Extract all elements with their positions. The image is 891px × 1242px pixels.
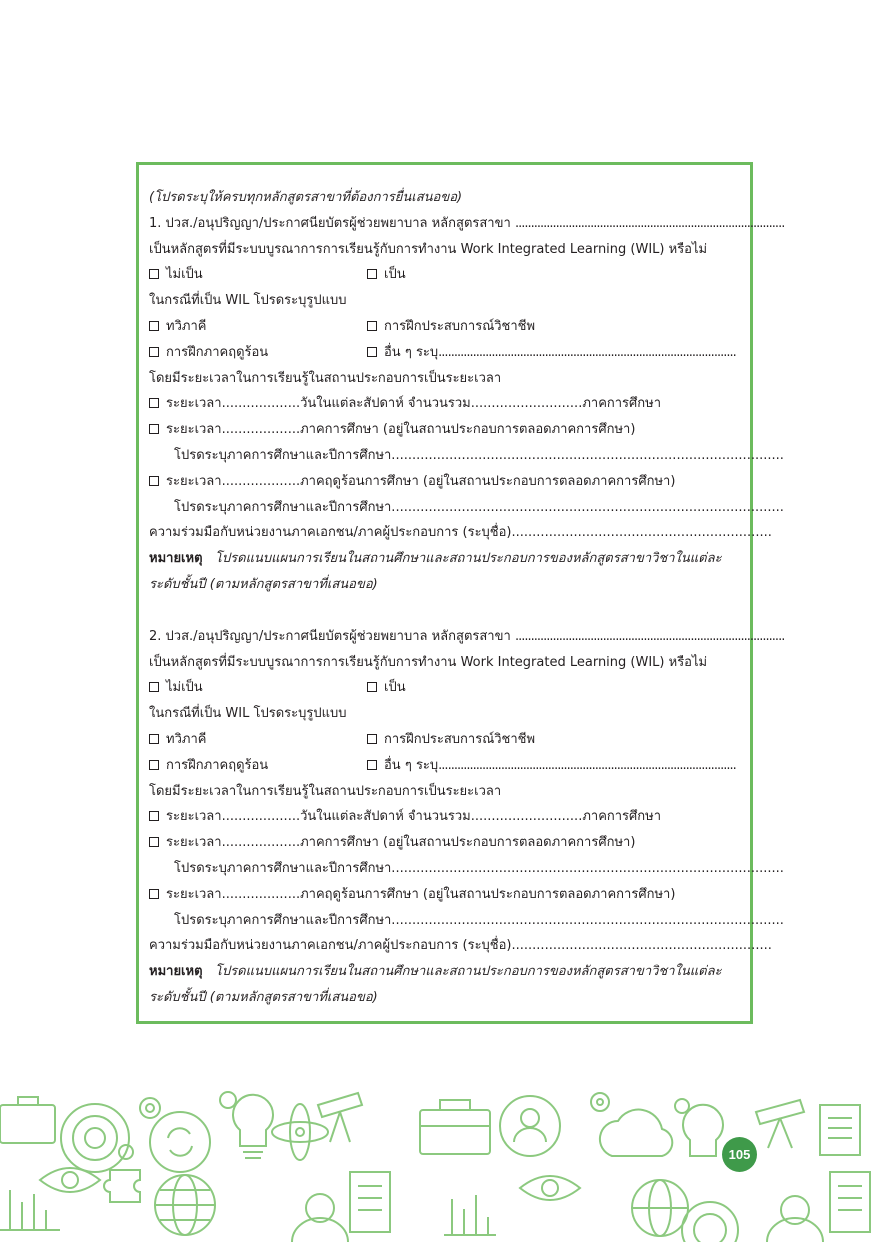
other-specify-field[interactable]: ............................................................................................... (438, 757, 736, 773)
course-name-field[interactable]: ...................................................................................... (514, 628, 785, 644)
briefcase-icon (420, 1100, 490, 1154)
checkbox[interactable] (367, 734, 377, 744)
option-internship[interactable]: การฝึกประสบการณ์วิชาชีพ (367, 727, 535, 753)
checkbox[interactable] (149, 269, 159, 279)
checkbox[interactable] (149, 476, 159, 486)
remark-text-cont: ระดับชั้นปี (ตามหลักสูตรสาขาที่เสนอขอ) (149, 576, 378, 592)
page-number-badge: 105 (722, 1137, 757, 1172)
wil-question: เป็นหลักสูตรที่มีระบบบูรณาการการเรียนรู้กับการทำงาน Work Integrated Learning (WIL) หรือไม่ (149, 654, 708, 670)
intro-note: (โปรดระบุให้ครบทุกหลักสูตรสาขาที่ต้องการยื่นเสนอขอ) (149, 190, 463, 205)
bar-chart-icon (444, 1195, 496, 1235)
checkbox[interactable] (367, 347, 377, 357)
remark-text: โปรดแนบแผนการเรียนในสถานศึกษาและสถานประกอบการของหลักสูตรสาขาวิชาในแต่ละ (214, 964, 722, 980)
wil-question: เป็นหลักสูตรที่มีระบบบูรณาการการเรียนรู้กับการทำงาน Work Integrated Learning (WIL) หรือไม่ (149, 241, 708, 257)
cloud-icon (600, 1110, 672, 1156)
document-icon (830, 1172, 870, 1232)
course-section-1 (149, 211, 785, 598)
checkbox[interactable] (367, 682, 377, 692)
option-dual-vocational[interactable]: ทวิภาคี (149, 732, 206, 747)
remark-label: หมายเหตุ (149, 964, 203, 980)
other-specify-field[interactable]: ............................................................................................... (438, 344, 736, 360)
duration-option-3[interactable]: ระยะเวลา...................ภาคฤดูร้อนการศึกษา (อยู่ในสถานประกอบการตลอดภาคการศึกษา) (149, 469, 740, 495)
lightbulb-icon (233, 1095, 273, 1158)
section-heading: 2. ปวส./อนุปริญญา/ประกาศนียบัตรผู้ช่วยพยาบาล หลักสูตรสาขา ...................................................................................... (149, 628, 785, 644)
checkbox[interactable] (149, 734, 159, 744)
format-options-row-1 (149, 314, 740, 340)
checkbox[interactable] (149, 398, 159, 408)
document-icon (350, 1172, 390, 1232)
option-summer-training[interactable]: การฝึกภาคฤดูร้อน (149, 345, 268, 360)
format-options-row-1 (149, 727, 740, 753)
globe-icon (155, 1175, 215, 1235)
document-icon (820, 1105, 860, 1155)
lightbulb-icon (683, 1105, 723, 1156)
checkbox[interactable] (367, 760, 377, 770)
checkbox[interactable] (149, 889, 159, 899)
cooperation-field[interactable]: ความร่วมมือกับหน่วยงานภาคเอกชน/ภาคผู้ประกอบการ (ระบุชื่อ)............................................................... (149, 938, 772, 954)
option-other[interactable]: อื่น ๆ ระบุ............................................................................................... (367, 753, 736, 779)
remark-text-cont: ระดับชั้นปี (ตามหลักสูตรสาขาที่เสนอขอ) (149, 989, 378, 1005)
option-other[interactable]: อื่น ๆ ระบุ............................................................................................... (367, 340, 736, 366)
person-icon (500, 1096, 560, 1156)
decorative-icon-pattern (0, 1060, 891, 1242)
duration-2-detail[interactable]: โปรดระบุภาคการศึกษาและปีการศึกษา............................................................................................... (174, 447, 784, 463)
option-internship[interactable]: การฝึกประสบการณ์วิชาชีพ (367, 314, 535, 340)
course-name-field[interactable]: ...................................................................................... (514, 215, 785, 231)
checkbox[interactable] (149, 321, 159, 331)
option-summer-training[interactable]: การฝึกภาคฤดูร้อน (149, 758, 268, 773)
format-options-row-2 (149, 340, 740, 366)
checkbox[interactable] (149, 682, 159, 692)
format-prompt: ในกรณีที่เป็น WIL โปรดระบุรูปแบบ (149, 706, 347, 722)
remark (149, 959, 740, 985)
duration-3-detail[interactable]: โปรดระบุภาคการศึกษาและปีการศึกษา............................................................................................... (174, 499, 784, 515)
telescope-icon (756, 1100, 804, 1148)
duration-option-1[interactable]: ระยะเวลา...................วันในแต่ละสัปดาห์ จำนวนรวม...........................ภาคการศึกษา (149, 804, 740, 830)
option-is-wil[interactable]: เป็น (367, 262, 406, 288)
puzzle-icon (104, 1170, 140, 1202)
duration-option-2[interactable]: ระยะเวลา...................ภาคการศึกษา (อยู่ในสถานประกอบการตลอดภาคการศึกษา) (149, 830, 740, 856)
remark-text: โปรดแนบแผนการเรียนในสถานศึกษาและสถานประกอบการของหลักสูตรสาขาวิชาในแต่ละ (214, 551, 722, 567)
duration-option-2[interactable]: ระยะเวลา...................ภาคการศึกษา (อยู่ในสถานประกอบการตลอดภาคการศึกษา) (149, 417, 740, 443)
bar-chart-icon (0, 1190, 60, 1230)
application-form-box (136, 162, 785, 1024)
duration-option-1[interactable]: ระยะเวลา...................วันในแต่ละสัปดาห์ จำนวนรวม...........................ภาคการศึกษา (149, 391, 740, 417)
refresh-icon (150, 1112, 210, 1172)
wil-options-row (149, 675, 740, 701)
remark-label: หมายเหตุ (149, 551, 203, 567)
duration-prompt: โดยมีระยะเวลาในการเรียนรู้ในสถานประกอบการเป็นระยะเวลา (149, 370, 502, 386)
checkbox[interactable] (367, 321, 377, 331)
option-not-wil[interactable]: ไม่เป็น (149, 267, 203, 282)
checkbox[interactable] (149, 760, 159, 770)
format-prompt: ในกรณีที่เป็น WIL โปรดระบุรูปแบบ (149, 293, 347, 309)
checkbox[interactable] (149, 837, 159, 847)
checkbox[interactable] (149, 811, 159, 821)
checkbox[interactable] (149, 424, 159, 434)
option-is-wil[interactable]: เป็น (367, 675, 406, 701)
duration-2-detail[interactable]: โปรดระบุภาคการศึกษาและปีการศึกษา............................................................................................... (174, 860, 784, 876)
course-section-2 (149, 624, 785, 1011)
option-dual-vocational[interactable]: ทวิภาคี (149, 319, 206, 334)
remark (149, 546, 740, 572)
globe-icon (632, 1180, 688, 1236)
person-icon (767, 1196, 823, 1242)
option-not-wil[interactable]: ไม่เป็น (149, 680, 203, 695)
target-icon (61, 1104, 129, 1172)
wil-options-row (149, 262, 740, 288)
cooperation-field[interactable]: ความร่วมมือกับหน่วยงานภาคเอกชน/ภาคผู้ประกอบการ (ระบุชื่อ)............................................................... (149, 525, 772, 541)
duration-prompt: โดยมีระยะเวลาในการเรียนรู้ในสถานประกอบการเป็นระยะเวลา (149, 783, 502, 799)
gear-icon (119, 1092, 236, 1159)
format-options-row-2 (149, 753, 740, 779)
briefcase-icon (0, 1097, 55, 1143)
telescope-icon (318, 1093, 362, 1142)
duration-option-3[interactable]: ระยะเวลา...................ภาคฤดูร้อนการศึกษา (อยู่ในสถานประกอบการตลอดภาคการศึกษา) (149, 882, 740, 908)
duration-3-detail[interactable]: โปรดระบุภาคการศึกษาและปีการศึกษา............................................................................................... (174, 912, 784, 928)
person-icon (292, 1194, 348, 1242)
target-icon (682, 1202, 738, 1242)
checkbox[interactable] (367, 269, 377, 279)
eye-icon (520, 1176, 580, 1200)
section-heading: 1. ปวส./อนุปริญญา/ประกาศนียบัตรผู้ช่วยพยาบาล หลักสูตรสาขา ...................................................................................... (149, 215, 785, 231)
checkbox[interactable] (149, 347, 159, 357)
